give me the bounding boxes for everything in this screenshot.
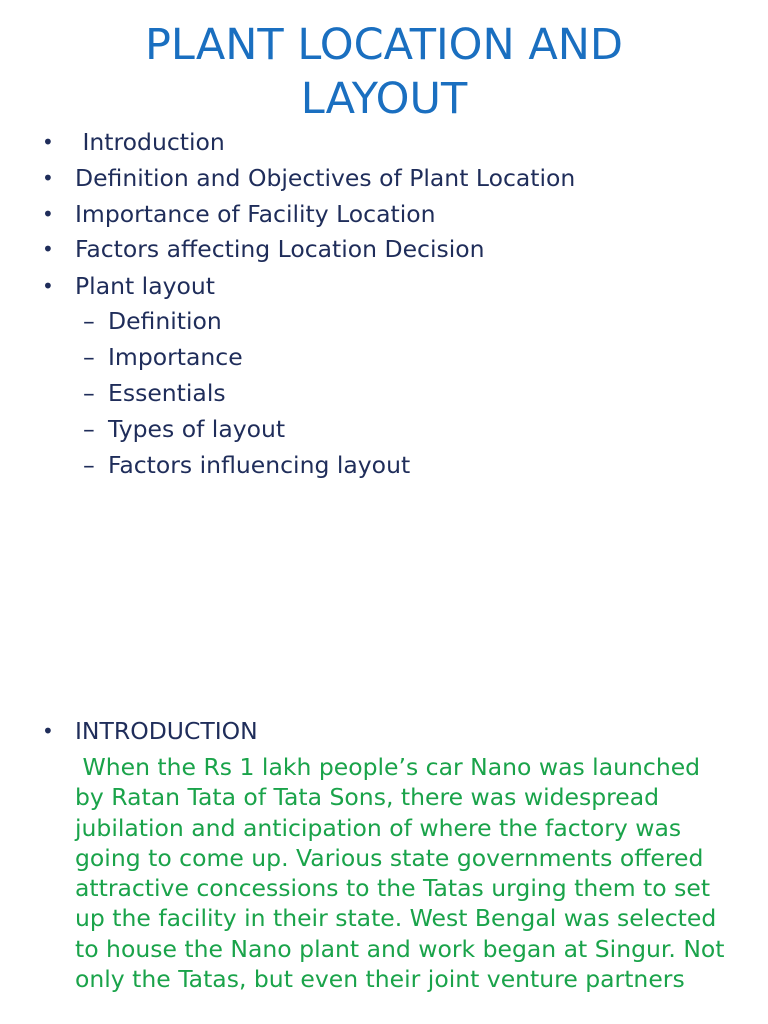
intro-heading: INTRODUCTION (75, 717, 258, 745)
bullet-icon: • (42, 719, 54, 743)
title-line-1: PLANT LOCATION AND (144, 20, 624, 70)
bullet-icon: • (42, 202, 54, 226)
list-item-label: Importance of Facility Location (75, 200, 436, 228)
dash-icon: – (83, 307, 95, 335)
list-item-label: Introduction (75, 128, 225, 156)
list-item-label: Plant layout (75, 272, 216, 300)
intro-paragraph: When the Rs 1 lakh people’s car Nano was launched by Ratan Tata of Tata Sons, there was widespread jubilation and anticipation of where the factory was going to come up. Various state governments offered attractive concessions to the Tatas urging them to set up the facility in their state. West Bengal was selected to house the Nano plant and work began at Singur. Not only the Tatas, but even their joint venture partners (75, 753, 732, 994)
dash-icon: – (83, 415, 95, 443)
bullet-icon: • (42, 166, 54, 190)
sub-list-item-label: Essentials (108, 379, 226, 407)
sub-list-item-label: Factors influencing layout (108, 451, 411, 479)
list-item-label: Factors affecting Location Decision (75, 235, 485, 263)
list-item-label: Definition and Objectives of Plant Location (75, 164, 576, 192)
dash-icon: – (83, 451, 95, 479)
bullet-icon: • (42, 130, 54, 154)
sub-list-item-label: Definition (108, 307, 222, 335)
sub-list-item-label: Types of layout (108, 415, 286, 443)
title-line-2: LAYOUT (300, 74, 468, 124)
page-title (0, 18, 768, 126)
sub-list-item-label: Importance (108, 343, 243, 371)
dash-icon: – (83, 379, 95, 407)
dash-icon: – (83, 343, 95, 371)
bullet-icon: • (42, 274, 54, 298)
bullet-icon: • (42, 237, 54, 261)
